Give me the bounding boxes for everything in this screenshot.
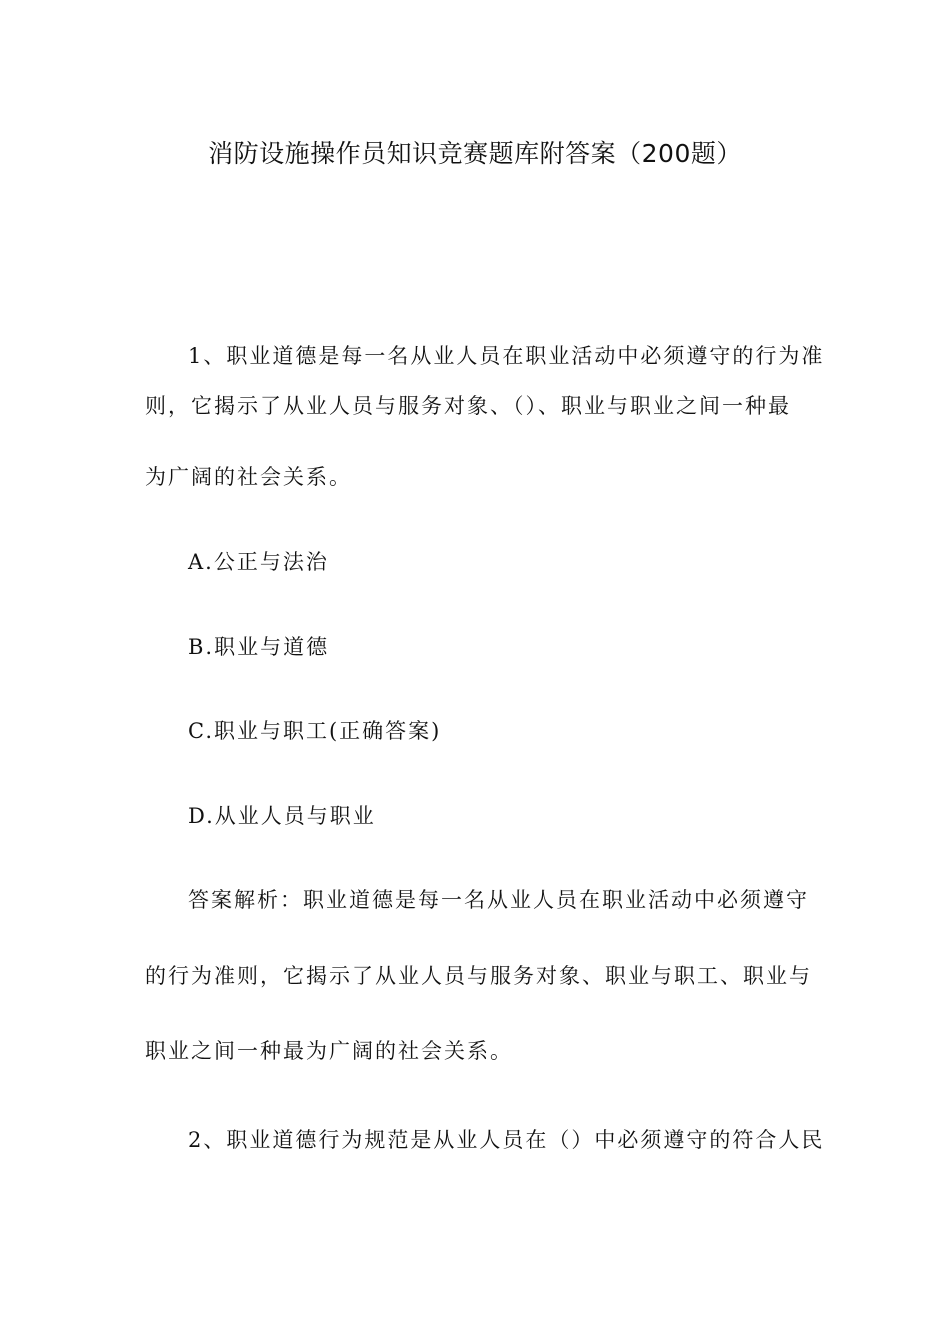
document-title: 消防设施操作员知识竞赛题库附答案（200题） <box>208 139 742 168</box>
question-2-line-1: 2、职业道德行为规范是从业人员在（）中必须遵守的符合人民 <box>188 1128 825 1152</box>
question-1-line-1: 1、职业道德是每一名从业人员在职业活动中必须遵守的行为准 <box>188 344 825 368</box>
question-1-option-b: B.职业与道德 <box>188 635 330 659</box>
question-1-analysis-line-3: 职业之间一种最为广阔的社会关系。 <box>145 1039 513 1063</box>
question-1-line-2: 则，它揭示了从业人员与服务对象、（）、职业与职业之间一种最 <box>145 394 791 418</box>
question-1-line-3: 为广阔的社会关系。 <box>145 465 352 489</box>
question-1-option-a: A.公正与法治 <box>188 550 329 574</box>
question-1-analysis-line-1: 答案解析：职业道德是每一名从业人员在职业活动中必须遵守 <box>188 888 809 912</box>
question-1-option-d: D.从业人员与职业 <box>188 804 376 828</box>
question-1-analysis-line-2: 的行为准则，它揭示了从业人员与服务对象、职业与职工、职业与 <box>145 964 812 988</box>
question-1-option-c: C.职业与职工(正确答案) <box>188 719 442 743</box>
